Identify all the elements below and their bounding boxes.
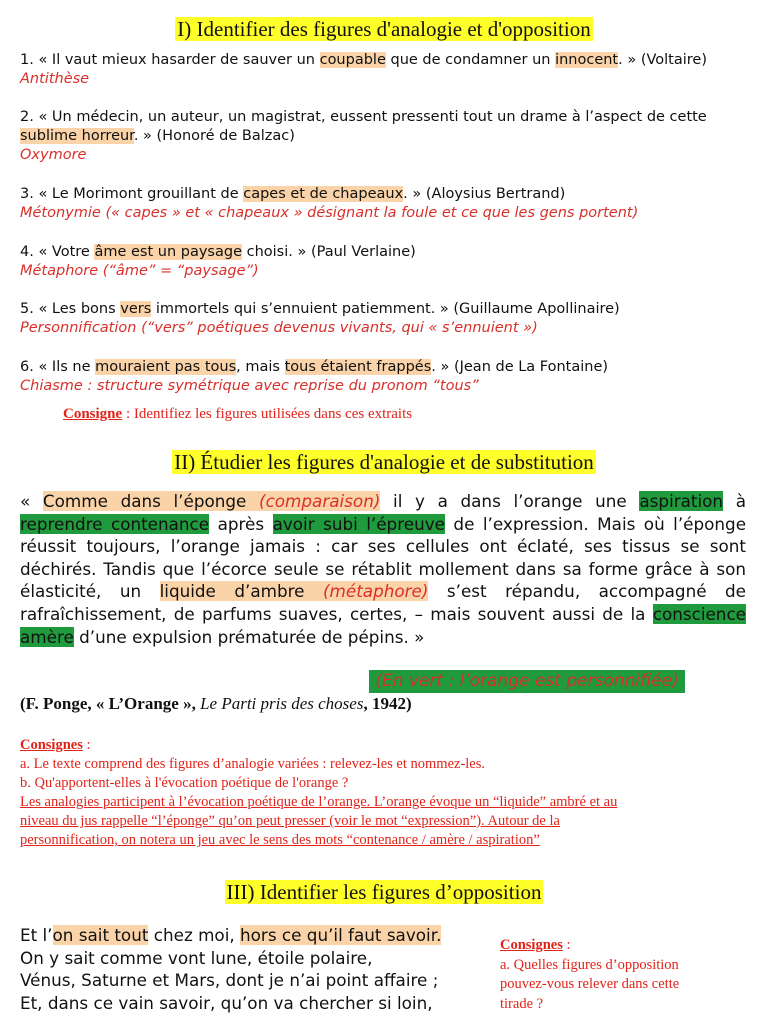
answer: Métaphore (“âme” = “paysage”) [20,263,259,279]
answer: Oxymore [20,147,87,163]
highlight: tous étaient frappés [284,359,432,375]
citation: (F. Ponge, « L’Orange », Le Parti pris des choses, 1942) [20,694,412,713]
section-2-title: II) Étudier les figures d'analogie et de substitution [174,450,594,474]
answer: Métonymie (« capes » et « chapeaux » désignant la foule et ce que les gens portent) [20,205,639,221]
section-3-title: III) Identifier les figures d’opposition [226,880,542,904]
consignes-label: Consignes [20,737,83,753]
example-5: 5. « Les bons vers immortels qui s’ennuient patiemment. » (Guillaume Apollinaire) Personnification (“vers” poétiques devenus vivants, qui « s’ennuient ») [20,300,750,338]
example-1: 1. « Il vaut mieux hasarder de sauver un coupable que de condamner un innocent. » (Voltaire) Antithèse [20,51,750,89]
highlight: innocent [555,52,619,68]
highlight: mouraient pas tous [95,359,237,375]
highlight: vers [120,301,152,317]
answer-line-2: niveau du jus rappelle “l’éponge” qu’on peut presser (voir le mot “expression”). Autour de la [20,813,560,829]
green-legend-note: (En vert : l’orange est personnifiée) [369,670,685,693]
highlight: sublime horreur [20,128,134,144]
answer-line-1: Les analogies participent à l’évocation poétique de l’orange. L’orange évoque un “liquide” ambré et au [20,794,618,810]
example-4: 4. « Votre âme est un paysage choisi. » (Paul Verlaine) Métaphore (“âme” = “paysage”) [20,243,750,281]
example-3: 3. « Le Morimont grouillant de capes et de chapeaux. » (Aloysius Bertrand) Métonymie (« capes » et « chapeaux » désignant la foule et ce que les gens portent) [20,185,750,223]
consignes-3: Consignes : a. Quelles figures d’opposition pouvez-vous relever dans cette tirade ? [500,937,680,1012]
poem-excerpt: Et l’on sait tout chez moi, hors ce qu’il faut savoir. On y sait comme vont lune, étoile polaire, Vénus, Saturne et Mars, dont je n’ai point affaire ; Et, dans ce vain savoir, qu’on va chercher si loin, [20,925,442,1013]
consigne-label: Consigne [63,406,123,422]
highlight: capes et de chapeaux [243,186,404,202]
section-1-title: I) Identifier des figures d'analogie et d'opposition [177,17,591,41]
answer: Personnification (“vers” poétiques devenus vivants, qui « s’ennuient ») [20,320,538,336]
answer: Chiasme : structure symétrique avec reprise du pronom “tous” [20,378,479,394]
example-6: 6. « Ils ne mouraient pas tous, mais tous étaient frappés. » (Jean de La Fontaine) Chiasme : structure symétrique avec reprise du pronom “tous” [20,358,750,396]
answer: Antithèse [20,71,90,87]
highlight: âme est un paysage [94,244,242,260]
instruction-b: b. Qu'apportent-elles à l'évocation poétique de l'orange ? [20,775,349,791]
answer-line-3: personnification, on notera un jeu avec le sens des mots “contenance / amère / aspiration” [20,832,540,848]
ponge-excerpt: « Comme dans l’éponge (comparaison) il y a dans l’orange une aspiration à reprendre contenance après avoir subi l’épreuve de l’expression. Mais où l’éponge réussit toujours, l’orange jamais : car ses cellules ont éclaté, ses tissus se sont déchirés. Tandis que l’écorce seule se rétablit mollement dans sa forme grâce à son élasticité, un liquide d’ambre (métaphore) s’est répandu, accompagné de rafraîchissement, de parfums suaves, certes, – mais souvent aussi de la conscience amère d’une expulsion prématurée de pépins. » [20,491,747,647]
consignes-2: Consignes : a. Le texte comprend des figures d’analogie variées : relevez-les et nommez-les. b. Qu'apportent-elles à l'évocation poétique de l'orange ? Les analogies participent à l’évocation poétique de l’orange. L’orange évoque un “liquide” ambré et au niveau du jus rappelle “l’éponge” qu’on peut presser (voir le mot “expression”). Autour de la personnification, on notera un jeu avec le sens des mots “contenance / amère / aspiration” [20,736,750,850]
consigne-1: Consigne : Identifiez les figures utilisées dans ces extraits [63,406,413,422]
example-2: 2. « Un médecin, un auteur, un magistrat, eussent pressenti tout un drame à l’aspect de cette sublime horreur. » (Honoré de Balzac) Oxymore [20,108,750,165]
consignes-label: Consignes [500,937,563,953]
instruction-a: a. Le texte comprend des figures d’analogie variées : relevez-les et nommez-les. [20,756,485,772]
highlight: coupable [319,52,386,68]
